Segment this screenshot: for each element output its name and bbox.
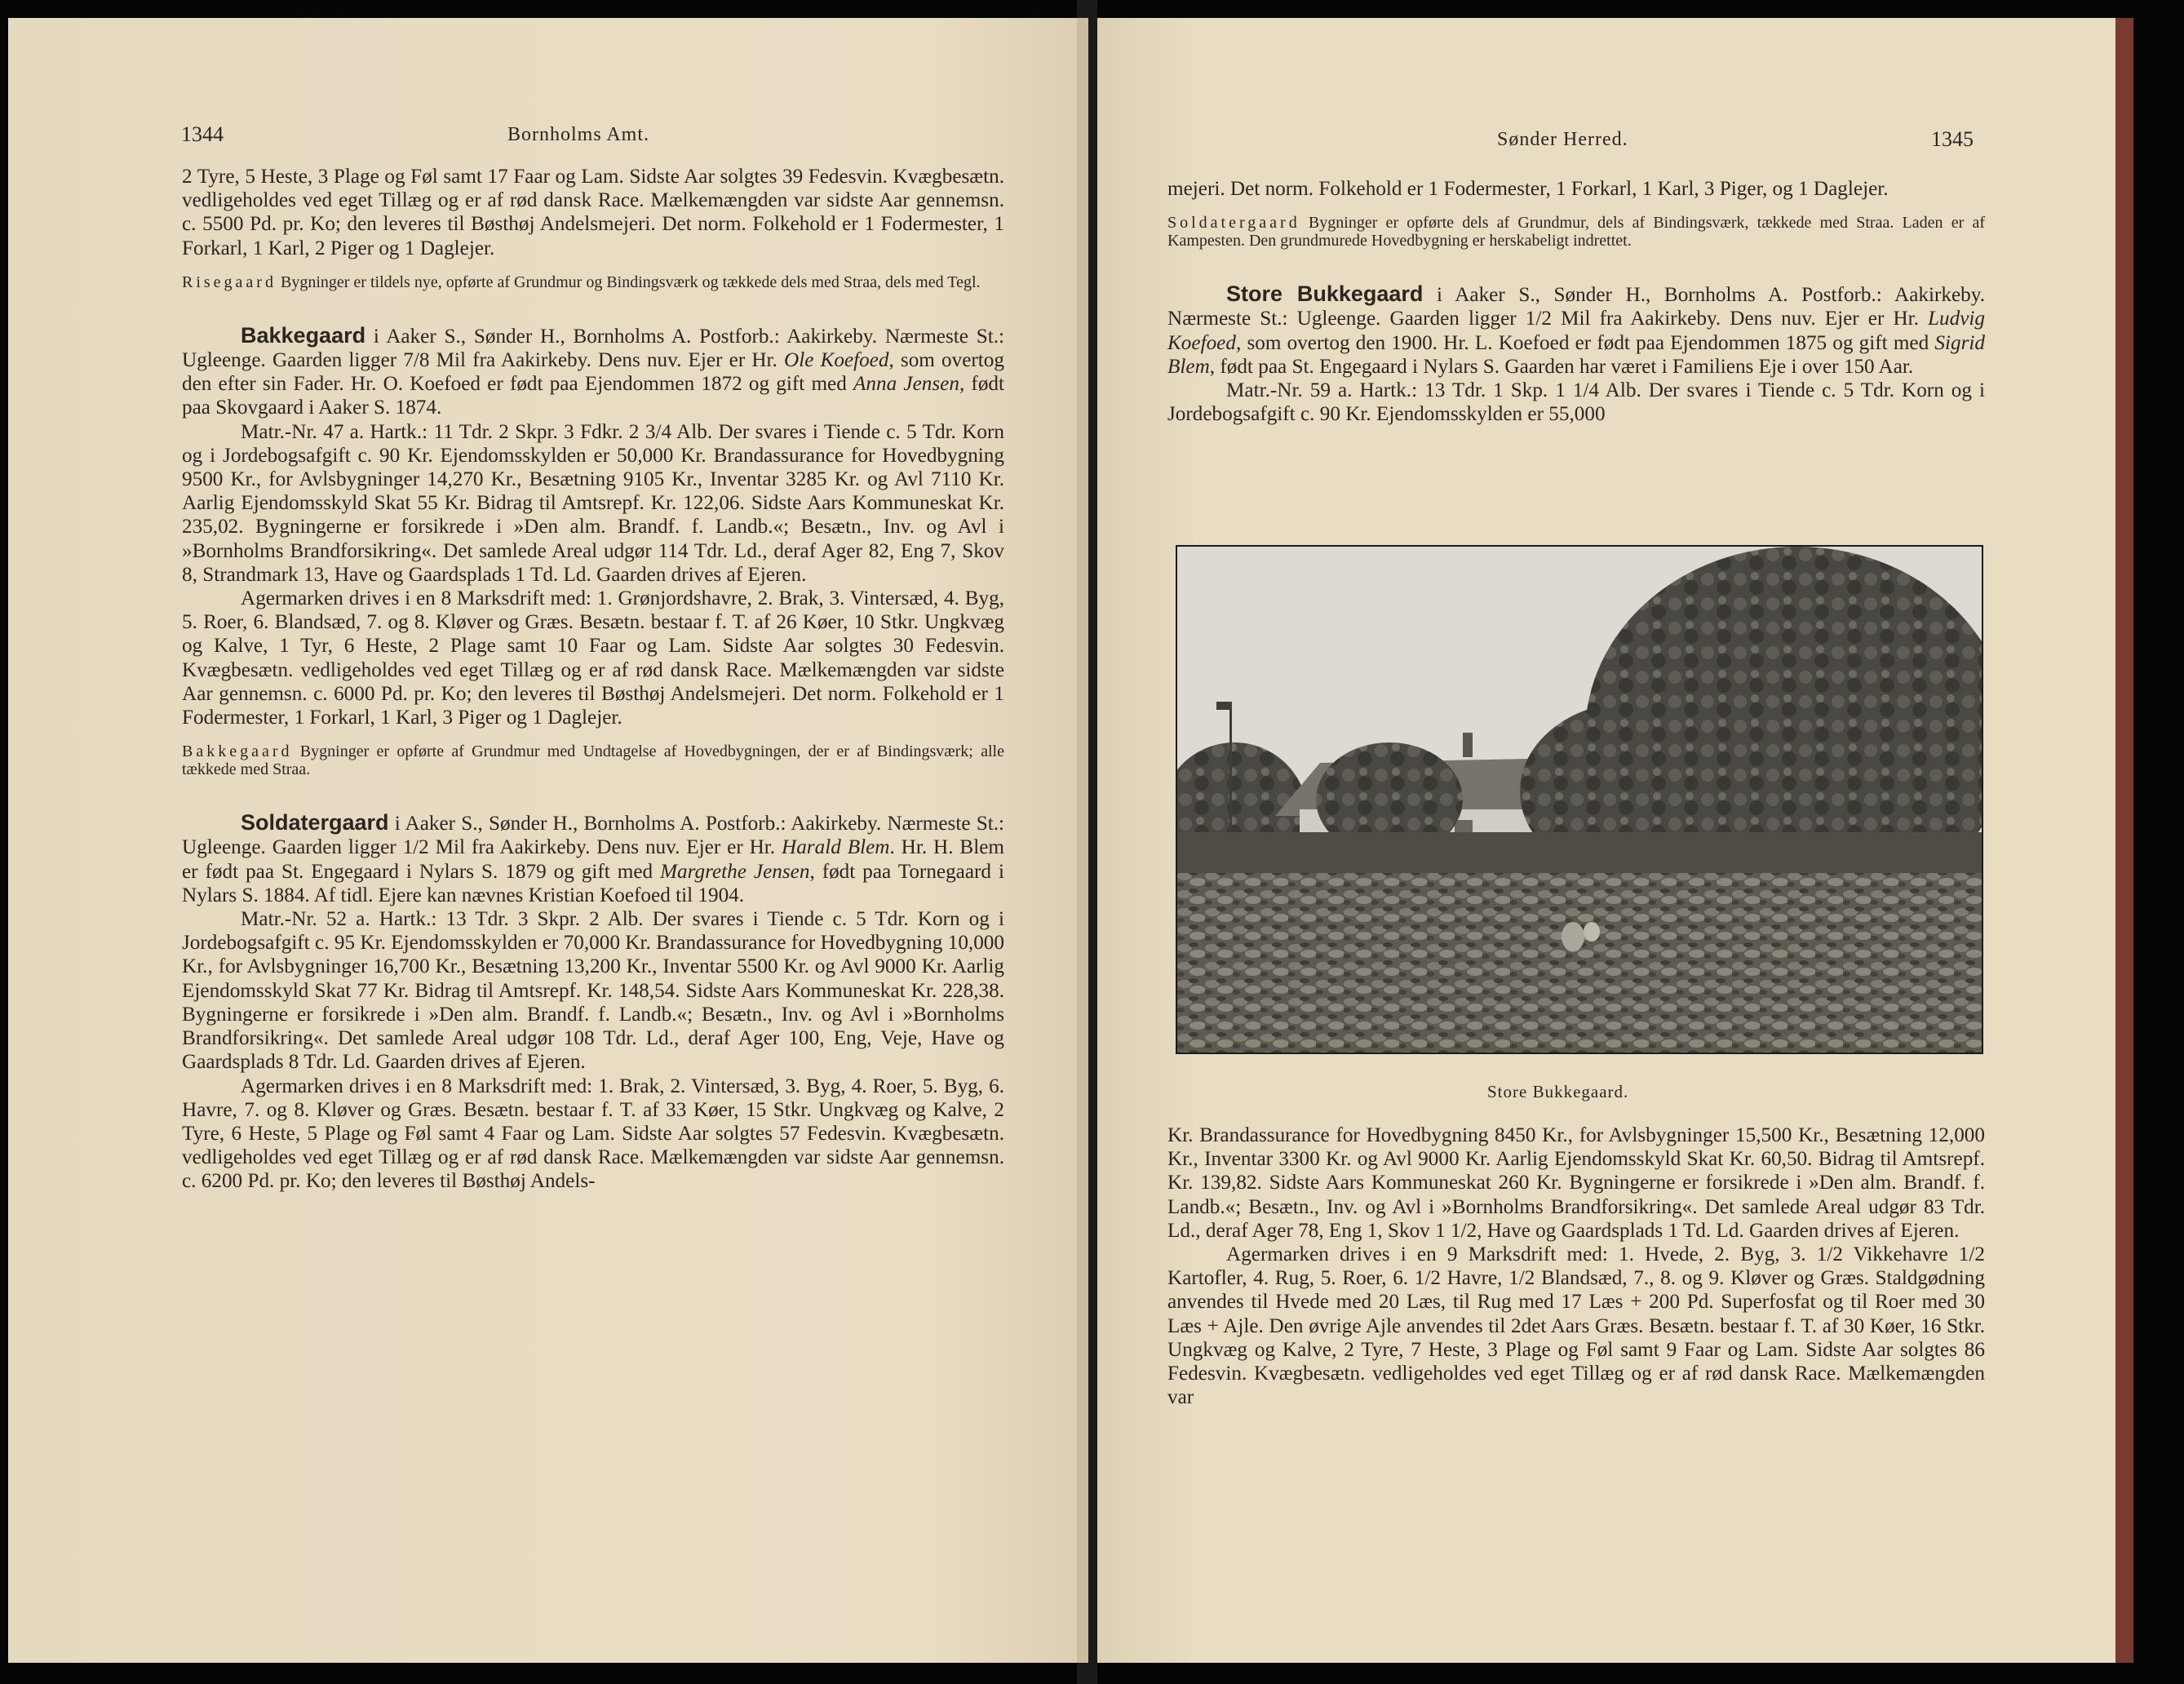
entry-bakkegaard-details: Matr.-Nr. 47 a. Hartk.: 11 Tdr. 2 Skpr. 3 Fdkr. 2 3/4 Alb. Der svares i Tiende c. 5 Tdr. Korn og i Jordebogsafgift c. 90 Kr. Ejendomsskylden er 50,000 Kr. Brandassurance for Hovedbygning 9500 Kr., for Avlsbygninger 14,270 Kr., Besætning 9105 Kr., Inventar 3285 Kr. og Avl 7110 Kr. Aarlig Ejendomsskyld Skat 55 Kr. Bidrag til Amtsrepf. Kr. 122,06. Sidste Aars Kommuneskat Kr. 235,02. Bygningerne er forsikrede i »Den alm. Brandf. f. Landb.«; Besætn., Inv. og Avl i »Bornholms Brandforsikring«. Det samlede Areal udgør 114 Tdr. Ld., deraf Ager 82, Eng 7, Skov 8, Strandmark 13, Have og Gaardsplads 1 Td. Ld. Gaarden drives af Ejeren. bbox=[182, 420, 1004, 586]
owner-name: Ole Koefoed bbox=[784, 349, 889, 372]
entry-text: , født paa Skovgaard i Aaker S. 1874. bbox=[182, 373, 1005, 419]
entry-store-bukkegaard-details: Matr.-Nr. 59 a. Hartk.: 13 Tdr. 1 Skp. 1 1/4 Alb. Der svares i Tiende c. 5 Tdr. Korn og i Jordebogsafgift c. 90 Kr. Ejendomsskylden er 55,000 bbox=[1167, 379, 1985, 426]
entry-text: i Aaker S., Sønder H., Bornholms A. Postforb.: Aakirkeby. Nærmeste St.: Ugleenge. Gaarden ligger 1/2 Mil fra Aakirkeby. Dens nuv. Ejer er Hr. bbox=[182, 813, 1004, 859]
building-note bbox=[1167, 214, 1985, 250]
wife-name: Sigrid Blem bbox=[1167, 331, 1985, 378]
photo-caption: Store Bukkegaard. bbox=[1487, 1082, 1629, 1101]
entry-text: , som overtog den efter sin Fader. Hr. O. Koefoed er født paa Ejendommen 1872 og gift med bbox=[182, 349, 1004, 396]
entry-text: , født paa St. Engegaard i Nylars S. Gaarden har været i Familiens Eje i over 150 Aar. bbox=[1209, 355, 1914, 378]
entry-text: , som overtog den 1900. Hr. L. Koefoed er født paa Ejendommen 1875 og gift med bbox=[1235, 331, 1929, 354]
entry-soldatergaard-husbandry: Agermarken drives i en 8 Marksdrift med: 1. Brak, 2. Vintersæd, 3. Byg, 4. Roer, 5. Byg, 6. Havre, 7. og 8. Kløver og Græs. Besætn. bestaar f. T. af 33 Køer, 15 Stkr. Ungkvæg og Kalve, 2 Tyre, 6 Heste, 5 Plage og Føl samt 4 Faar og Lam. Sidste Aar solgtes 57 Fedesvin. Kvægbesætn. vedligeholdes ved eget Tillæg og er af rød dansk Race. Mælkemængden var sidste Aar gennemsn. c. 6200 Pd. pr. Ko; den leveres til Bøsthøj Andels- bbox=[182, 1075, 1004, 1193]
entry-text: i Aaker S., Sønder H., Bornholms A. Postforb.: Aakirkeby. Nærmeste St.: Ugleenge. Gaarden ligger 7/8 Mil fra Aakirkeby. Dens nuv. Ejer er Hr. bbox=[182, 325, 1004, 372]
entry-title: Bakkegaard bbox=[241, 322, 366, 348]
owner-name: Ludvig Koefoed bbox=[1167, 308, 1986, 354]
entry-store-bukkegaard-husbandry: Agermarken drives i en 9 Marksdrift med: 1. Hvede, 2. Byg, 3. 1/2 Vikkehavre 1/2 Kartofler, 4. Rug, 5. Roer, 6. 1/2 Havre, 1/2 Blandsæd, 7., 8. og 9. Kløver og Græs. Staldgødning anvendes til Hvede med 20 Læs, til Rug med 17 Læs + 200 Pd. Superfosfat og til Roer med 30 Læs + Ajle. Den øvrige Ajle anvendes til 2det Aars Græs. Besætn. bestaar f. T. af 30 Køer, 16 Stkr. Ungkvæg og Kalve, 2 Tyre, 7 Heste, 3 Plage og Føl samt 9 Faar og Lam. Sidste Aar solgtes 86 Fedesvin. Kvægbesætn. vedligeholdes ved eget Tillæg og er af rød dansk Race. Mælkemængden var bbox=[1167, 1243, 1985, 1409]
farm-photograph bbox=[1176, 545, 1983, 1054]
running-head: Bornholms Amt. bbox=[507, 124, 650, 145]
entry-soldatergaard-intro bbox=[182, 811, 1004, 907]
building-note bbox=[182, 742, 1004, 778]
note-farm-name: Soldatergaard bbox=[1167, 214, 1300, 233]
continuation-paragraph: mejeri. Det norm. Folkehold er 1 Fodermester, 1 Forkarl, 1 Karl, 3 Piger, og 1 Daglejer. bbox=[1167, 178, 1889, 200]
entry-title: Store Bukkegaard bbox=[1226, 281, 1424, 307]
right-text-column-top bbox=[1167, 177, 1985, 426]
left-text-column bbox=[182, 165, 1004, 1194]
continuation-paragraph: 2 Tyre, 5 Heste, 3 Plage og Føl samt 17 Faar og Lam. Sidste Aar solgtes 39 Fedesvin. Kvægbesætn. vedligeholdes ved eget Tillæg og er af rød dansk Race. Mælkemængden var sidste Aar gennemsn. c. 5500 Pd. pr. Ko; den leveres til Bøsthøj Andelsmejeri. Det norm. Folkehold er 1 Fodermester, 1 Forkarl, 1 Karl, 2 Piger og 1 Daglejer. bbox=[182, 166, 1004, 259]
note-farm-name: Bakkegaard bbox=[182, 742, 293, 761]
wife-name: Anna Jensen bbox=[853, 373, 959, 396]
owner-name: Harald Blem bbox=[782, 836, 890, 859]
entry-text: i Aaker S., Sønder H., Bornholms A. Postforb.: Aakirkeby. Nærmeste St.: Ugleenge. Gaarden ligger 1/2 Mil fra Aakirkeby. Dens nuv. Ejer er Hr. bbox=[1167, 284, 1985, 330]
note-text: Bygninger er opførte dels af Grundmur, dels af Bindingsværk, tækkede med Straa. Laden er af Kampesten. Den grundmurede Hovedbygning er herskabeligt indrettet. bbox=[1167, 214, 1986, 250]
page-number: 1344 bbox=[181, 122, 224, 146]
entry-soldatergaard-details: Matr.-Nr. 52 a. Hartk.: 13 Tdr. 3 Skpr. 2 Alb. Der svares i Tiende c. 5 Tdr. Korn og i Jordebogsafgift c. 95 Kr. Ejendomsskylden er 70,000 Kr. Brandassurance for Hovedbygning 10,000 Kr., for Avlsbygninger 16,700 Kr., Besætning 13,200 Kr., Inventar 5500 Kr. og Avl 9000 Kr. Aarlig Ejendomsskyld Skat 77 Kr. Bidrag til Amtsrepf. Kr. 148,54. Sidste Aars Kommuneskat Kr. 228,38. Bygningerne er forsikrede i »Den alm. Brandf. f. Landb.«; Besætn., Inv. og Avl i »Bornholms Brandforsikring«. Det samlede Areal udgør 108 Tdr. Ld., deraf Ager 100, Eng, Veje, Have og Gaardsplads 8 Tdr. Ld. Gaarden drives af Ejeren. bbox=[182, 908, 1004, 1074]
note-text: Bygninger er opførte af Grundmur med Undtagelse af Hovedbygningen, der er af Bindingsværk; alle tækkede med Straa. bbox=[182, 742, 1004, 779]
entry-bakkegaard-husbandry: Agermarken drives i en 8 Marksdrift med: 1. Grønjordshavre, 2. Brak, 3. Vintersæd, 4. Byg, 5. Roer, 6. Blandsæd, 7. og 8. Kløver og Græs. Besætn. bestaar f. T. af 26 Køer, 10 Stkr. Ungkvæg og Kalve, 1 Tyr, 6 Heste, 2 Plage samt 10 Faar og Lam. Sidste Aar solgtes 30 Fedesvin. Kvægbesætn. vedligeholdes ved eget Tillæg og er af rød dansk Race. Mælkemængden var sidste Aar gennemsn. c. 6000 Pd. pr. Ko; den leveres til Bøsthøj Andelsmejeri. Det norm. Folkehold er 1 Fodermester, 1 Forkarl, 1 Karl, 3 Piger og 1 Daglejer. bbox=[182, 587, 1004, 729]
entry-text: , født paa Tornegaard i Nylars S. 1884. Af tidl. Ejere kan nævnes Kristian Koefoed til 1904. bbox=[182, 860, 1004, 906]
left-page bbox=[8, 18, 1077, 1663]
entry-title: Soldatergaard bbox=[241, 810, 389, 835]
building-note bbox=[182, 273, 1004, 291]
right-text-column-bottom bbox=[1167, 1123, 1985, 1409]
note-text: Bygninger er tildels nye, opførte af Grundmur og Bindingsværk og tækkede dels med Straa, dels med Tegl. bbox=[280, 273, 981, 291]
entry-text: . Hr. H. Blem er født paa St. Engegaard i Nylars S. 1879 og gift med bbox=[182, 836, 1004, 883]
wife-name: Margrethe Jensen bbox=[660, 860, 810, 883]
entry-store-bukkegaard-details-cont: Kr. Brandassurance for Hovedbygning 8450 Kr., for Avlsbygninger 15,500 Kr., Besætning 12,000 Kr., Inventar 3300 Kr. og Avl 9000 Kr. Aarlig Ejendomsskyld Skat Kr. 60,50. Bidrag til Amtsrepf. Kr. 139,82. Sidste Aars Kommuneskat 260 Kr. Bygningerne er forsikrede i »Den alm. Brandf. f. Landb.«; Besætn., Inv. og Avl i »Bornholms Brandforsikring«. Det samlede Areal udgør 83 Tdr. Ld., deraf Ager 78, Eng 1, Skov 1 1/2, Have og Gaardsplads 1 Td. Ld. Gaarden drives af Ejeren. bbox=[1167, 1124, 1985, 1242]
right-page bbox=[1097, 18, 2133, 1663]
running-head: Sønder Herred. bbox=[1497, 129, 1628, 150]
page-edge bbox=[1077, 18, 1088, 1663]
farm-photo-illustration bbox=[1177, 547, 1982, 1052]
entry-store-bukkegaard-intro bbox=[1167, 282, 1985, 379]
page-number: 1345 bbox=[1931, 127, 1974, 151]
note-farm-name: Risegaard bbox=[182, 273, 277, 291]
entry-bakkegaard-intro bbox=[182, 324, 1004, 420]
